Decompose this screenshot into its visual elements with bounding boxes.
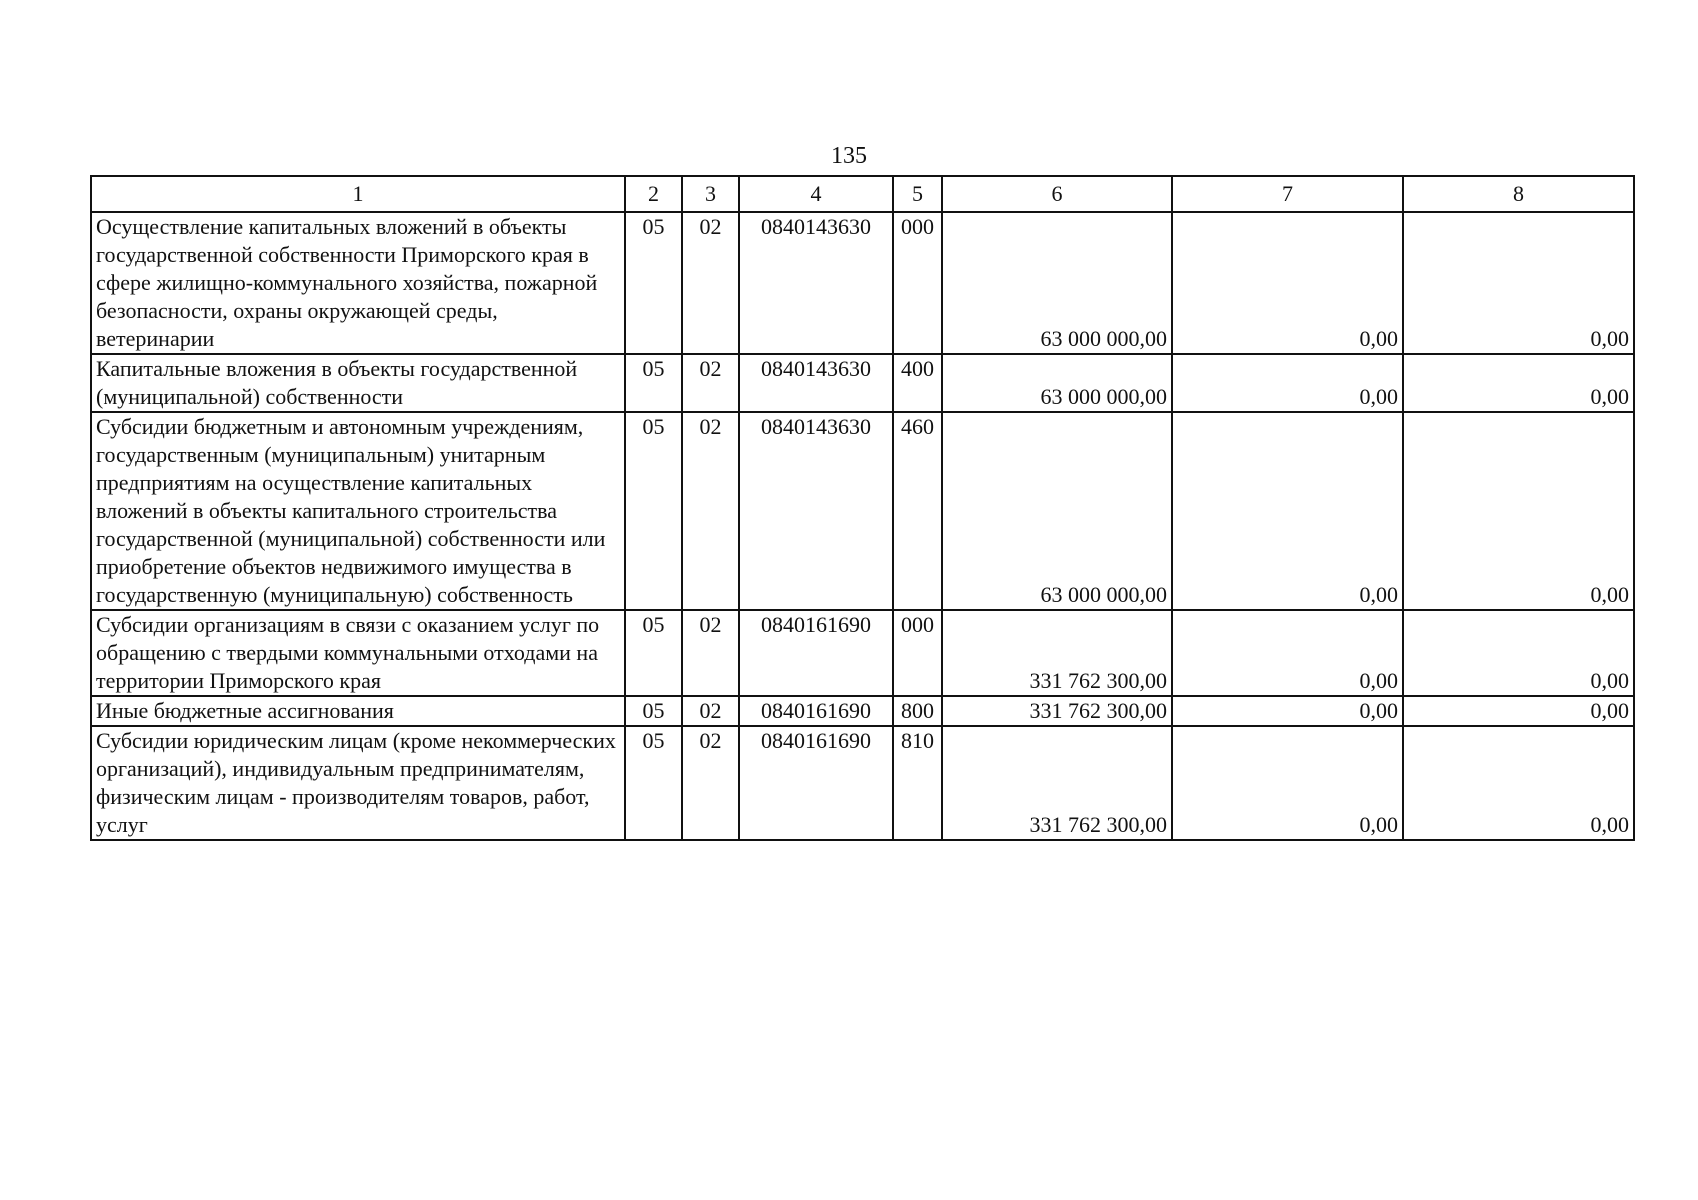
amount-col8: 0,00 [1403,726,1634,840]
target-article-code: 0840143630 [739,354,893,412]
subsection-code: 02 [682,354,739,412]
subsection-code: 02 [682,412,739,610]
amount-col7: 0,00 [1172,726,1403,840]
expense-type-code: 000 [893,610,942,696]
amount-col8: 0,00 [1403,696,1634,726]
section-code: 05 [625,412,682,610]
expense-type-code: 800 [893,696,942,726]
column-header: 1 [91,176,625,212]
budget-table [90,175,1635,841]
subsection-code: 02 [682,610,739,696]
section-code: 05 [625,696,682,726]
table-row [91,212,1634,354]
section-code: 05 [625,354,682,412]
expense-name: Субсидии организациям в связи с оказанием услуг по обращению с твердыми коммунальными отходами на территории Приморского края [91,610,625,696]
amount-col8: 0,00 [1403,610,1634,696]
amount-col8: 0,00 [1403,212,1634,354]
subsection-code: 02 [682,696,739,726]
table-row [91,610,1634,696]
amount-col7: 0,00 [1172,412,1403,610]
expense-name: Субсидии бюджетным и автономным учреждениям, государственным (муниципальным) унитарным предприятиям на осуществление капитальных вложений в объекты капитального строительства государственной (муниципальной) собственности или приобретение объектов недвижимого имущества в государственную (муниципальную) собственность [91,412,625,610]
expense-name: Иные бюджетные ассигнования [91,696,625,726]
table-row [91,354,1634,412]
amount-col8: 0,00 [1403,412,1634,610]
amount-col7: 0,00 [1172,212,1403,354]
section-code: 05 [625,212,682,354]
column-header: 3 [682,176,739,212]
amount-col6: 63 000 000,00 [942,212,1172,354]
amount-col6: 331 762 300,00 [942,726,1172,840]
page-number: 135 [831,143,867,169]
target-article-code: 0840161690 [739,696,893,726]
amount-col8: 0,00 [1403,354,1634,412]
amount-col6: 331 762 300,00 [942,610,1172,696]
expense-name: Субсидии юридическим лицам (кроме некоммерческих организаций), индивидуальным предпринимателям, физическим лицам - производителям товаров, работ, услуг [91,726,625,840]
expense-type-code: 400 [893,354,942,412]
section-code: 05 [625,726,682,840]
amount-col7: 0,00 [1172,696,1403,726]
column-header: 8 [1403,176,1634,212]
column-header: 2 [625,176,682,212]
section-code: 05 [625,610,682,696]
table-row [91,696,1634,726]
table-row [91,412,1634,610]
amount-col6: 63 000 000,00 [942,412,1172,610]
target-article-code: 0840143630 [739,412,893,610]
amount-col7: 0,00 [1172,354,1403,412]
column-header: 5 [893,176,942,212]
target-article-code: 0840161690 [739,726,893,840]
subsection-code: 02 [682,726,739,840]
target-article-code: 0840143630 [739,212,893,354]
amount-col6: 63 000 000,00 [942,354,1172,412]
column-header: 6 [942,176,1172,212]
expense-type-code: 810 [893,726,942,840]
amount-col6: 331 762 300,00 [942,696,1172,726]
expense-type-code: 000 [893,212,942,354]
amount-col7: 0,00 [1172,610,1403,696]
column-header: 7 [1172,176,1403,212]
expense-name: Капитальные вложения в объекты государственной (муниципальной) собственности [91,354,625,412]
subsection-code: 02 [682,212,739,354]
table-row [91,726,1634,840]
target-article-code: 0840161690 [739,610,893,696]
expense-name: Осуществление капитальных вложений в объекты государственной собственности Приморского края в сфере жилищно-коммунального хозяйства, пожарной безопасности, охраны окружающей среды, ветеринарии [91,212,625,354]
column-header: 4 [739,176,893,212]
header-row [91,176,1634,212]
expense-type-code: 460 [893,412,942,610]
